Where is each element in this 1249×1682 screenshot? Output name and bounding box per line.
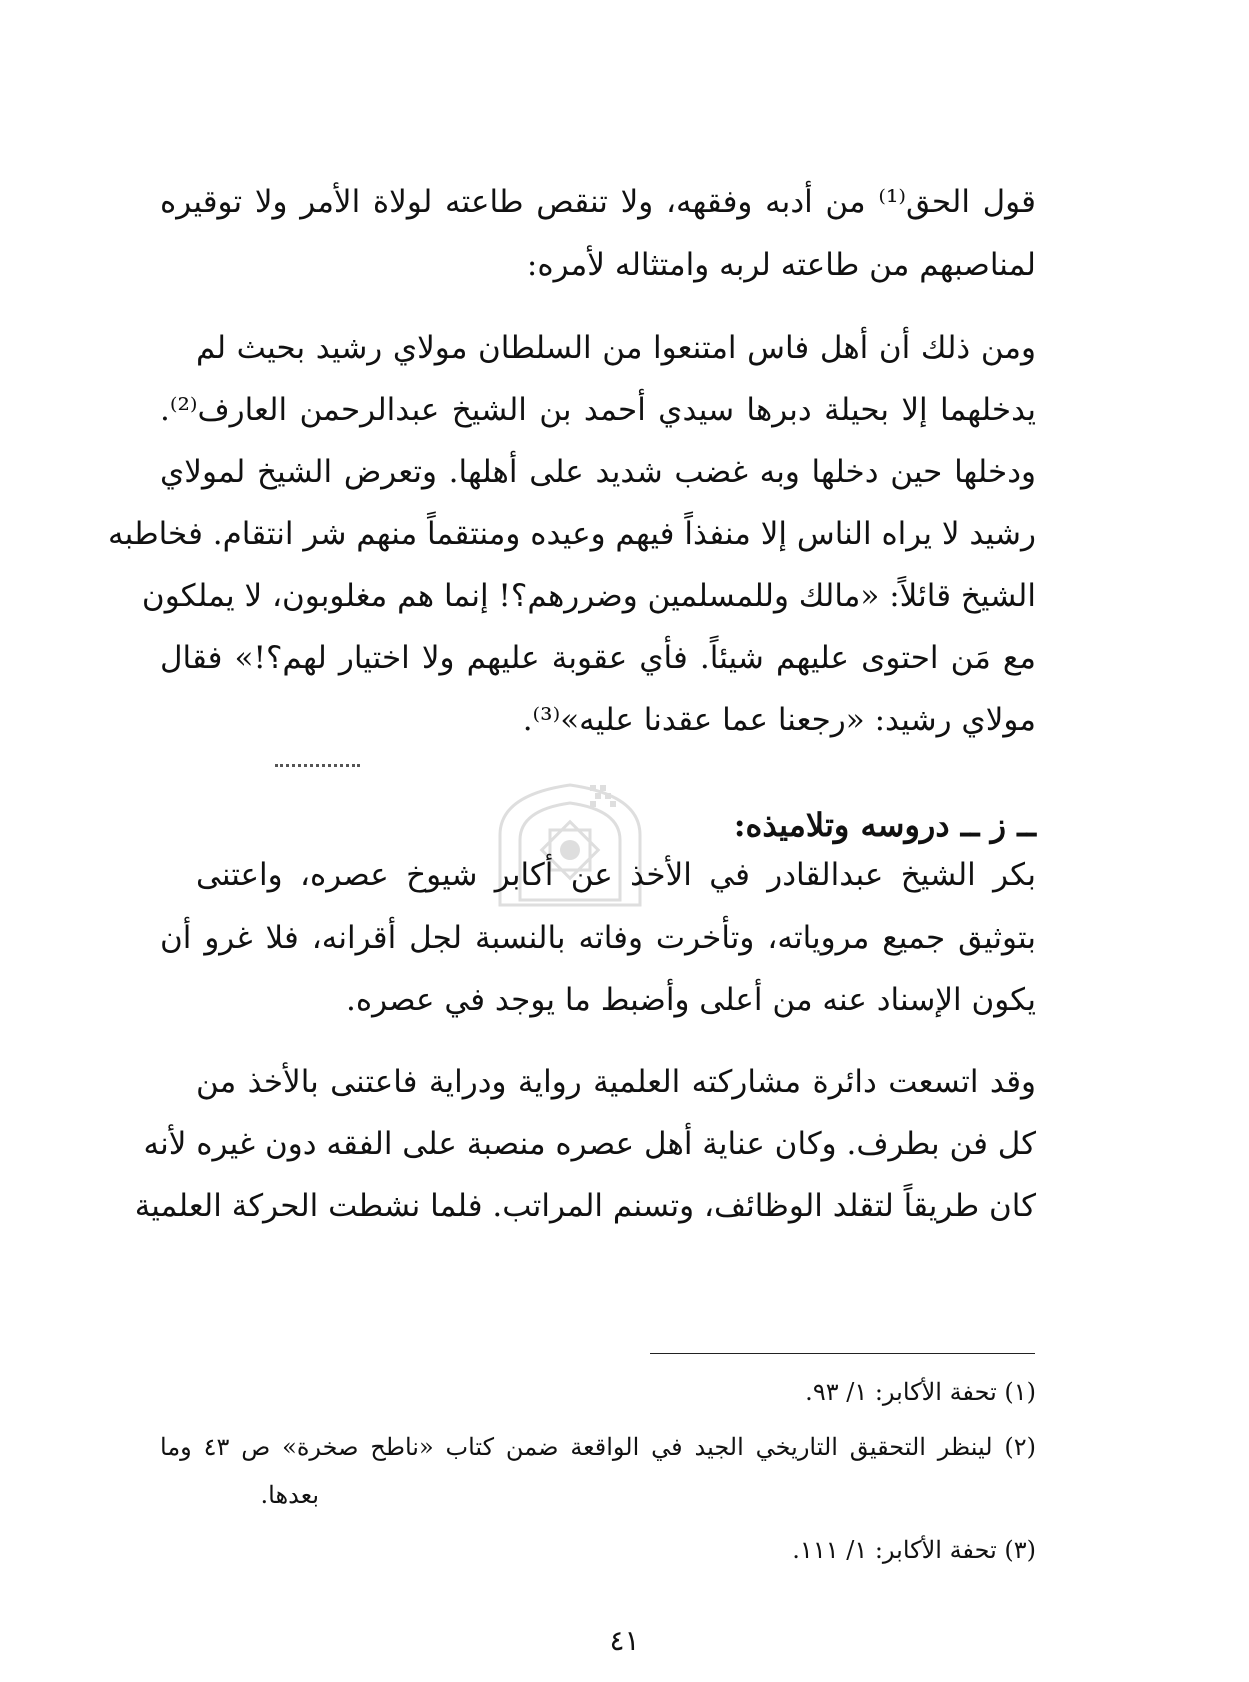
dotted-mark (275, 764, 360, 767)
body-line: الشيخ قائلاً: «مالك وللمسلمين وضررهم؟! إنما هم مغلوبون، لا يملكون (141, 578, 1036, 614)
footnote-1: (١) تحفة الأكابر: ١/ ٩٣. (805, 1378, 1036, 1406)
body-line: بكر الشيخ عبدالقادر في الأخذ عن أكابر شيوخ عصره، واعتنى (196, 857, 1036, 893)
body-line: ومن ذلك أن أهل فاس امتنعوا من السلطان مولاي رشيد بحيث لم (196, 330, 1036, 366)
body-line: يكون الإسناد عنه من أعلى وأضبط ما يوجد في عصره. (345, 982, 1036, 1018)
body-line: كل فن بطرف. وكان عناية أهل عصره منصبة على الفقه دون غيره لأنه (143, 1126, 1036, 1162)
body-line: كان طريقاً لتقلد الوظائف، وتسنم المراتب. فلما نشطت الحركة العلمية (134, 1188, 1036, 1224)
body-line: ودخلها حين دخلها وبه غضب شديد على أهلها. وتعرض الشيخ لمولاي (160, 454, 1036, 490)
body-line: وقد اتسعت دائرة مشاركته العلمية رواية ودراية فاعتنى بالأخذ من (196, 1064, 1036, 1100)
body-line: بتوثيق جميع مروياته، وتأخرت وفاته بالنسبة لجل أقرانه، فلا غرو أن (160, 920, 1036, 956)
body-line: لمناصبهم من طاعته لربه وامتثاله لأمره: (526, 247, 1036, 283)
body-line: قول الحق⁽¹⁾ من أدبه وفقهه، ولا تنقص طاعته لولاة الأمر ولا توقيره (160, 184, 1036, 220)
body-line: رشيد لا يراه الناس إلا منفذاً فيهم وعيده ومنتقماً منهم شر انتقام. فخاطبه (107, 516, 1036, 552)
footnote-2-continuation: بعدها. (260, 1481, 319, 1509)
body-line: يدخلهما إلا بحيلة دبرها سيدي أحمد بن الشيخ عبدالرحمن العارف⁽²⁾. (160, 392, 1036, 428)
page-number: ٤١ (609, 1624, 640, 1657)
body-line: مولاي رشيد: «رجعنا عما عقدنا عليه»⁽³⁾. (522, 702, 1036, 738)
footnote-separator (650, 1353, 1035, 1354)
footnote-2: (٢) لينظر التحقيق التاريخي الجيد في الواقعة ضمن كتاب «ناطح صخرة» ص ٤٣ وما (160, 1433, 1036, 1461)
body-line: مع مَن احتوى عليهم شيئاً. فأي عقوبة عليهم ولا اختيار لهم؟!» فقال (160, 640, 1036, 676)
footnote-3: (٣) تحفة الأكابر: ١/ ١١١. (792, 1536, 1036, 1564)
section-heading: ــ ز ــ دروسه وتلاميذه: (733, 806, 1036, 844)
